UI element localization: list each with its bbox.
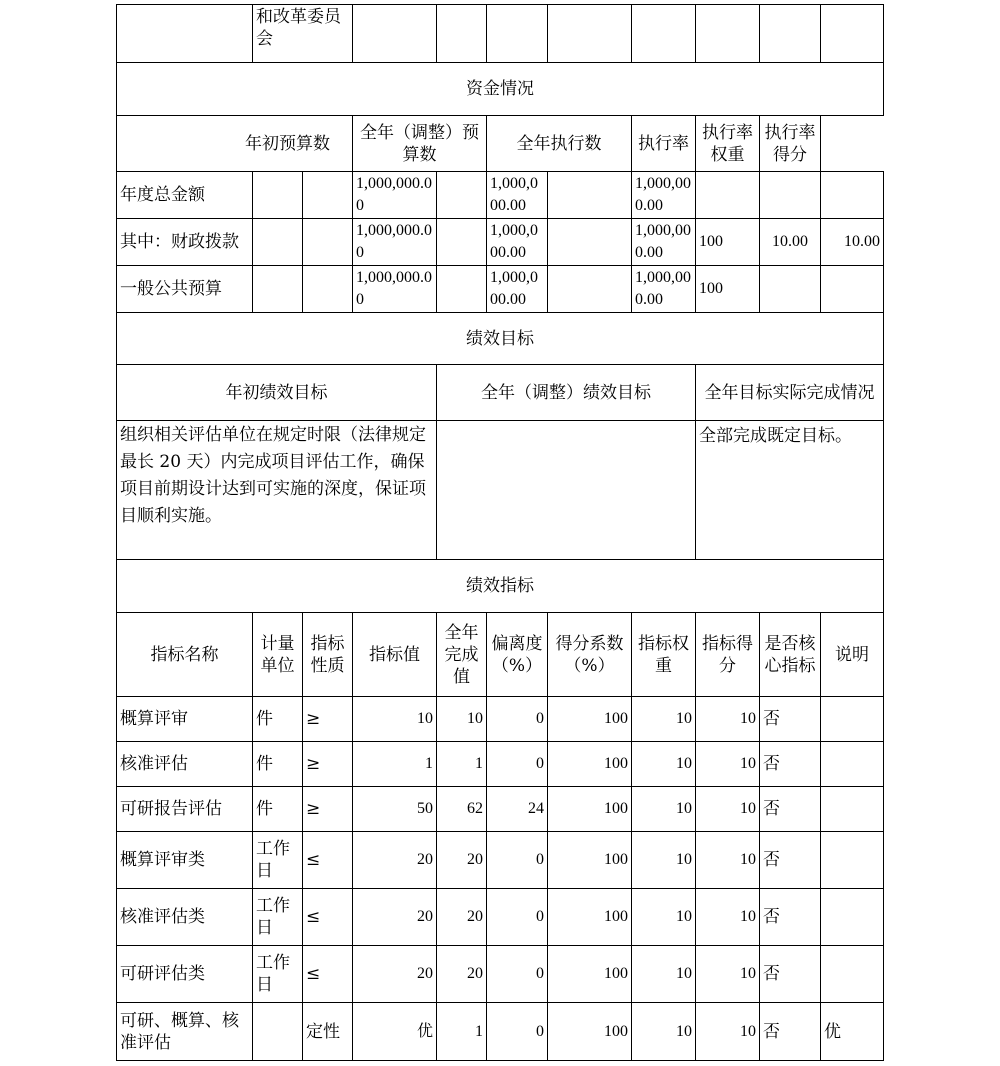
indicator-header-score: 指标得分	[696, 613, 760, 697]
indicator-deviation: 0	[487, 889, 548, 946]
funds-header-row	[117, 116, 884, 172]
indicator-nature: ≤	[303, 889, 353, 946]
indicator-coefficient: 100	[548, 946, 632, 1003]
indicator-name: 概算评审类	[117, 832, 253, 889]
funds-empty-cell	[253, 219, 303, 266]
indicator-header-target: 指标值	[353, 613, 437, 697]
indicator-header-actual: 全年完成值	[437, 613, 487, 697]
indicator-weight: 10	[632, 742, 696, 787]
indicator-unit	[253, 1003, 303, 1061]
indicator-core: 否	[760, 946, 821, 1003]
indicator-weight: 10	[632, 832, 696, 889]
indicator-actual: 20	[437, 889, 487, 946]
funds-weight-value: 10.00	[760, 219, 821, 266]
funds-weight-value	[760, 172, 821, 219]
indicator-core: 否	[760, 787, 821, 832]
funds-rate-value: 100	[696, 219, 760, 266]
funds-empty-cell	[437, 172, 487, 219]
funds-empty-cell	[548, 219, 632, 266]
indicator-name: 概算评审	[117, 697, 253, 742]
indicator-core: 否	[760, 742, 821, 787]
indicator-header-note: 说明	[821, 613, 884, 697]
indicators-header-row	[117, 613, 884, 697]
indicator-target: 20	[353, 832, 437, 889]
funds-score-value	[821, 172, 884, 219]
indicator-target: 优	[353, 1003, 437, 1061]
indicator-note	[821, 697, 884, 742]
goals-content-row	[117, 421, 884, 560]
indicator-row	[117, 742, 884, 787]
indicator-actual: 1	[437, 742, 487, 787]
indicator-nature: ≥	[303, 787, 353, 832]
indicator-note: 优	[821, 1003, 884, 1061]
indicator-deviation: 0	[487, 1003, 548, 1061]
funds-adjusted-value: 1,000,000.00	[487, 266, 548, 313]
indicator-target: 10	[353, 697, 437, 742]
indicator-actual: 20	[437, 946, 487, 1003]
indicator-weight: 10	[632, 787, 696, 832]
indicator-score: 10	[696, 697, 760, 742]
funds-header-initial: 年初预算数	[117, 116, 353, 172]
funds-header-weight: 执行率权重	[696, 116, 760, 172]
indicator-header-unit: 计量单位	[253, 613, 303, 697]
indicator-name: 核准评估类	[117, 889, 253, 946]
funds-row-label: 一般公共预算	[117, 266, 253, 313]
indicator-unit: 工作日	[253, 889, 303, 946]
indicator-weight: 10	[632, 946, 696, 1003]
indicator-header-name: 指标名称	[117, 613, 253, 697]
indicator-score: 10	[696, 832, 760, 889]
indicator-score: 10	[696, 889, 760, 946]
funds-weight-value	[760, 266, 821, 313]
indicator-note	[821, 742, 884, 787]
indicator-row	[117, 832, 884, 889]
indicator-row	[117, 1003, 884, 1061]
indicator-actual: 10	[437, 697, 487, 742]
indicator-row	[117, 697, 884, 742]
indicator-deviation: 0	[487, 832, 548, 889]
funds-row-label: 其中：财政拨款	[117, 219, 253, 266]
goals-adjusted-text	[437, 421, 696, 560]
funds-executed-value: 1,000,000.00	[632, 219, 696, 266]
funds-header-adjusted: 全年（调整）预算数	[353, 116, 487, 172]
funds-rate-value	[696, 172, 760, 219]
indicator-note	[821, 946, 884, 1003]
goals-header-adjusted: 全年（调整）绩效目标	[437, 365, 696, 421]
indicator-nature: ≥	[303, 742, 353, 787]
funds-row	[117, 219, 884, 266]
goals-header-initial: 年初绩效目标	[117, 365, 437, 421]
indicator-core: 否	[760, 697, 821, 742]
indicator-nature: ≥	[303, 697, 353, 742]
indicator-score: 10	[696, 787, 760, 832]
funds-row-label: 年度总金额	[117, 172, 253, 219]
goals-header-actual: 全年目标实际完成情况	[696, 365, 884, 421]
indicator-nature: ≤	[303, 946, 353, 1003]
indicator-nature: 定性	[303, 1003, 353, 1061]
funds-empty-cell	[253, 266, 303, 313]
indicator-row	[117, 889, 884, 946]
funds-executed-value: 1,000,000.00	[632, 266, 696, 313]
indicator-header-weight: 指标权重	[632, 613, 696, 697]
indicator-note	[821, 832, 884, 889]
indicator-header-deviation: 偏离度（%）	[487, 613, 548, 697]
indicator-score: 10	[696, 1003, 760, 1061]
funds-header-rate: 执行率	[632, 116, 696, 172]
indicator-header-coef: 得分系数（%）	[548, 613, 632, 697]
indicator-target: 50	[353, 787, 437, 832]
indicator-coefficient: 100	[548, 832, 632, 889]
funds-empty-cell	[303, 219, 353, 266]
performance-report-table	[116, 4, 884, 1061]
funds-row	[117, 266, 884, 313]
indicator-unit: 件	[253, 697, 303, 742]
funds-header-score: 执行率得分	[760, 116, 821, 172]
indicator-coefficient: 100	[548, 697, 632, 742]
funds-row	[117, 172, 884, 219]
funds-initial-value: 1,000,000.00	[353, 266, 437, 313]
indicator-nature: ≤	[303, 832, 353, 889]
indicator-core: 否	[760, 889, 821, 946]
goals-header-row	[117, 365, 884, 421]
indicator-coefficient: 100	[548, 889, 632, 946]
funds-initial-value: 1,000,000.00	[353, 219, 437, 266]
indicator-deviation: 0	[487, 697, 548, 742]
funds-initial-value: 1,000,000.00	[353, 172, 437, 219]
indicator-target: 1	[353, 742, 437, 787]
indicator-target: 20	[353, 889, 437, 946]
funds-empty-cell	[437, 266, 487, 313]
header-continuation-row	[117, 5, 884, 63]
indicator-row	[117, 946, 884, 1003]
funds-rate-value: 100	[696, 266, 760, 313]
indicator-unit: 件	[253, 742, 303, 787]
funds-score-value	[821, 266, 884, 313]
indicator-score: 10	[696, 742, 760, 787]
indicator-unit: 工作日	[253, 946, 303, 1003]
indicator-row	[117, 787, 884, 832]
goals-initial-text: 组织相关评估单位在规定时限（法律规定最长 20 天）内完成项目评估工作，确保项目前期设计达到可实施的深度，保证项目顺利实施。	[117, 421, 437, 560]
indicator-weight: 10	[632, 697, 696, 742]
indicator-core: 否	[760, 832, 821, 889]
indicator-note	[821, 787, 884, 832]
indicator-coefficient: 100	[548, 787, 632, 832]
funds-score-value: 10.00	[821, 219, 884, 266]
funds-header-executed: 全年执行数	[487, 116, 632, 172]
indicator-core: 否	[760, 1003, 821, 1061]
indicator-score: 10	[696, 946, 760, 1003]
indicator-header-nature: 指标性质	[303, 613, 353, 697]
goals-section-title: 绩效目标	[117, 313, 884, 365]
funds-empty-cell	[253, 172, 303, 219]
indicator-name: 可研、概算、核准评估	[117, 1003, 253, 1061]
funds-empty-cell	[437, 219, 487, 266]
funds-adjusted-value: 1,000,000.00	[487, 219, 548, 266]
indicator-actual: 1	[437, 1003, 487, 1061]
indicator-name: 核准评估	[117, 742, 253, 787]
indicator-target: 20	[353, 946, 437, 1003]
indicator-note	[821, 889, 884, 946]
funds-empty-cell	[548, 172, 632, 219]
indicator-name: 可研报告评估	[117, 787, 253, 832]
funds-section-title: 资金情况	[117, 63, 884, 116]
indicator-weight: 10	[632, 1003, 696, 1061]
funds-executed-value: 1,000,000.00	[632, 172, 696, 219]
funds-empty-cell	[303, 172, 353, 219]
funds-empty-cell	[548, 266, 632, 313]
indicator-deviation: 0	[487, 946, 548, 1003]
indicator-actual: 62	[437, 787, 487, 832]
indicator-coefficient: 100	[548, 742, 632, 787]
indicator-weight: 10	[632, 889, 696, 946]
indicator-coefficient: 100	[548, 1003, 632, 1061]
indicators-section-title: 绩效指标	[117, 560, 884, 613]
indicator-deviation: 24	[487, 787, 548, 832]
indicator-name: 可研评估类	[117, 946, 253, 1003]
department-name-fragment: 和改革委员会	[253, 5, 353, 63]
indicator-actual: 20	[437, 832, 487, 889]
goals-actual-text: 全部完成既定目标。	[696, 421, 884, 560]
funds-adjusted-value: 1,000,000.00	[487, 172, 548, 219]
indicator-unit: 工作日	[253, 832, 303, 889]
indicator-unit: 件	[253, 787, 303, 832]
indicator-header-core: 是否核心指标	[760, 613, 821, 697]
indicator-deviation: 0	[487, 742, 548, 787]
funds-empty-cell	[303, 266, 353, 313]
